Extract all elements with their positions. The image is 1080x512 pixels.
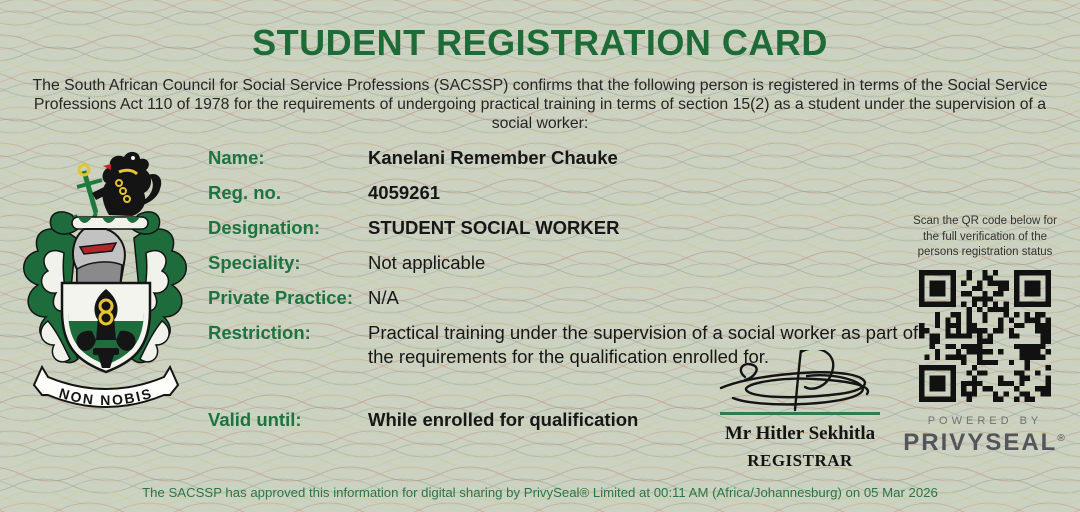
approval-footer-text: The SACSSP has approved this information for digital sharing by PrivySeal® Limited at 00:11 AM (Africa/Johannesburg) on 05 Mar 2026	[142, 485, 938, 500]
registered-trademark-symbol: ®	[1057, 432, 1067, 444]
field-designation	[208, 216, 923, 240]
field-reg-no	[208, 181, 923, 205]
signature-scribble	[715, 350, 885, 412]
sacssp-coat-of-arms	[14, 143, 196, 431]
signature-line	[720, 412, 880, 415]
field-private-practice-value: N/A	[368, 287, 399, 308]
field-private-practice	[208, 286, 923, 310]
qr-verification-panel	[903, 214, 1067, 457]
qr-code	[919, 270, 1051, 402]
field-speciality	[208, 251, 923, 275]
field-designation-label: Designation:	[208, 217, 321, 238]
field-reg-no-label: Reg. no.	[208, 182, 281, 203]
powered-by-label: POWERED BY	[927, 414, 1043, 427]
field-speciality-value: Not applicable	[368, 252, 486, 273]
field-name-label: Name:	[208, 147, 265, 168]
page-title: STUDENT REGISTRATION CARD	[252, 22, 828, 63]
field-reg-no-value: 4059261	[368, 182, 441, 203]
field-valid-until-value: While enrolled for qualification	[368, 409, 639, 430]
field-restriction-label: Restriction:	[208, 322, 311, 343]
qr-instruction-text: Scan the QR code below for the full verification of the persons registration status	[913, 215, 1057, 259]
field-name	[208, 146, 923, 170]
privyseal-wordmark: PRIVYSEAL	[903, 428, 1058, 456]
field-valid-until-label: Valid until:	[208, 409, 302, 430]
registrar-title: REGISTRAR	[747, 450, 853, 470]
field-name-value: Kanelani Remember Chauke	[368, 147, 618, 168]
torse-wreath	[72, 217, 148, 229]
field-speciality-label: Speciality:	[208, 252, 301, 273]
knight-helmet	[73, 229, 125, 290]
registrar-signature-block	[703, 350, 897, 471]
field-designation-value: STUDENT SOCIAL WORKER	[368, 217, 620, 238]
intro-paragraph: The South African Council for Social Service Professions (SACSSP) confirms that the following person is registered in terms of the Social Service Professions Act 110 of 1978 for the requirements of undergoing practical training in terms of section 15(2) as a student under the supervision of a social worker:	[32, 77, 1048, 132]
field-restriction-value: Practical training under the supervision of a social worker as part of the requirements for the qualification enrolled for.	[368, 322, 919, 367]
motto-text: NON NOBIS	[57, 384, 155, 409]
field-private-practice-label: Private Practice:	[208, 287, 354, 308]
privyseal-logo	[903, 429, 1067, 457]
registrar-name: Mr Hitler Sekhitla	[724, 422, 876, 444]
